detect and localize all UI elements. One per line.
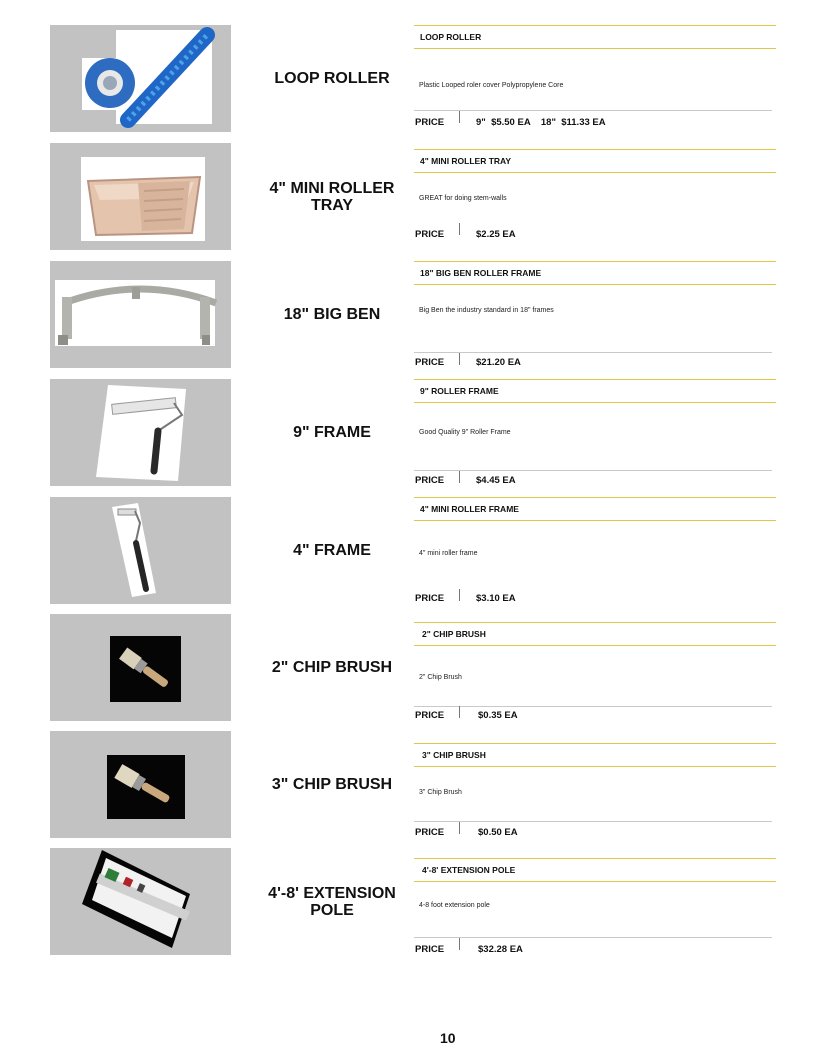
chip-brush-3-image: [50, 731, 231, 838]
spec-title-bar: [414, 379, 776, 403]
price-tick: [459, 471, 460, 483]
product-row: [0, 848, 816, 960]
price-divider: [414, 470, 772, 471]
spec-title-bar: [414, 25, 776, 49]
product-name: 9" FRAME: [293, 424, 371, 441]
product-name: 18" BIG BEN: [283, 306, 381, 323]
price-label: PRICE: [415, 827, 445, 838]
product-row: [0, 731, 816, 843]
product-row: [0, 614, 816, 726]
price-label: PRICE: [415, 357, 445, 368]
product-row: [0, 261, 816, 373]
chip-brush-2-image: [50, 614, 231, 721]
price-label: PRICE: [415, 710, 445, 721]
spec-title: 4" MINI ROLLER FRAME: [420, 504, 519, 514]
mini-roller-frame-image: [50, 497, 231, 604]
spec-title: 9" ROLLER FRAME: [420, 386, 499, 396]
spec-title: 18" BIG BEN ROLLER FRAME: [420, 268, 542, 278]
product-spec: [414, 261, 776, 373]
spec-title-bar: [414, 858, 776, 882]
product-name: 3" CHIP BRUSH: [271, 776, 393, 793]
spec-title: LOOP ROLLER: [420, 32, 482, 42]
spec-title: 3" CHIP BRUSH: [422, 750, 486, 760]
spec-description: 2" Chip Brush: [419, 674, 462, 681]
page-number: 10: [440, 1030, 456, 1046]
price-tick: [459, 938, 460, 950]
mini-roller-tray-image: [50, 143, 231, 250]
price-tick: [459, 706, 460, 718]
price-value: $0.50 EA: [478, 827, 518, 838]
price-divider: [414, 706, 772, 707]
product-row: [0, 497, 816, 609]
product-name: 4'-8' EXTENSION POLE: [268, 884, 396, 919]
spec-title-bar: [414, 622, 776, 646]
product-name: 4" FRAME: [293, 542, 371, 559]
product-spec: [414, 497, 776, 609]
price-divider: [414, 110, 772, 111]
price-label: PRICE: [415, 593, 445, 604]
price-value: $3.10 EA: [476, 593, 516, 604]
product-name: LOOP ROLLER: [274, 70, 390, 87]
product-row: [0, 379, 816, 491]
roller-frame-9-image: [50, 379, 231, 486]
extension-pole-image: [50, 848, 231, 955]
price-label: PRICE: [415, 229, 445, 240]
product-spec: [414, 731, 776, 843]
price-value: $21.20 EA: [476, 357, 521, 368]
spec-title: 4'-8' EXTENSION POLE: [422, 865, 516, 875]
product-spec: [414, 379, 776, 491]
spec-description: GREAT for doing stem-walls: [419, 195, 507, 202]
spec-description: Big Ben the industry standard in 18" frames: [419, 307, 554, 314]
price-tick: [459, 223, 460, 235]
spec-description: 4" mini roller frame: [419, 550, 478, 557]
spec-title: 4" MINI ROLLER TRAY: [420, 156, 512, 166]
spec-title-bar: [414, 149, 776, 173]
product-row: [0, 25, 816, 137]
price-divider: [414, 821, 772, 822]
spec-title-bar: [414, 261, 776, 285]
price-tick: [459, 822, 460, 834]
product-spec: [414, 848, 776, 960]
price-value: $4.45 EA: [476, 475, 516, 486]
price-value: 9" $5.50 EA 18" $11.33 EA: [476, 117, 606, 128]
price-label: PRICE: [415, 117, 445, 128]
product-spec: [414, 149, 776, 261]
product-name: 4" MINI ROLLER TRAY: [269, 179, 395, 214]
loop-roller-image: [50, 25, 231, 132]
spec-title-bar: [414, 497, 776, 521]
price-tick: [459, 111, 460, 123]
price-tick: [459, 353, 460, 365]
spec-description: Good Quality 9" Roller Frame: [419, 429, 511, 436]
spec-title-bar: [414, 743, 776, 767]
price-value: $2.25 EA: [476, 229, 516, 240]
product-row: [0, 143, 816, 255]
price-label: PRICE: [415, 475, 445, 486]
price-label: PRICE: [415, 944, 445, 955]
spec-title: 2" CHIP BRUSH: [422, 629, 486, 639]
price-divider: [414, 352, 772, 353]
price-divider: [414, 937, 772, 938]
price-value: $0.35 EA: [478, 710, 518, 721]
big-ben-frame-image: [50, 261, 231, 368]
product-name: 2" CHIP BRUSH: [271, 659, 393, 676]
price-value: $32.28 EA: [478, 944, 523, 955]
product-spec: [414, 614, 776, 726]
product-spec: [414, 25, 776, 137]
spec-description: 4-8 foot extension pole: [419, 902, 490, 909]
spec-description: 3" Chip Brush: [419, 789, 462, 796]
price-tick: [459, 589, 460, 601]
spec-description: Plastic Looped roler cover Polypropylene Core: [419, 82, 564, 89]
